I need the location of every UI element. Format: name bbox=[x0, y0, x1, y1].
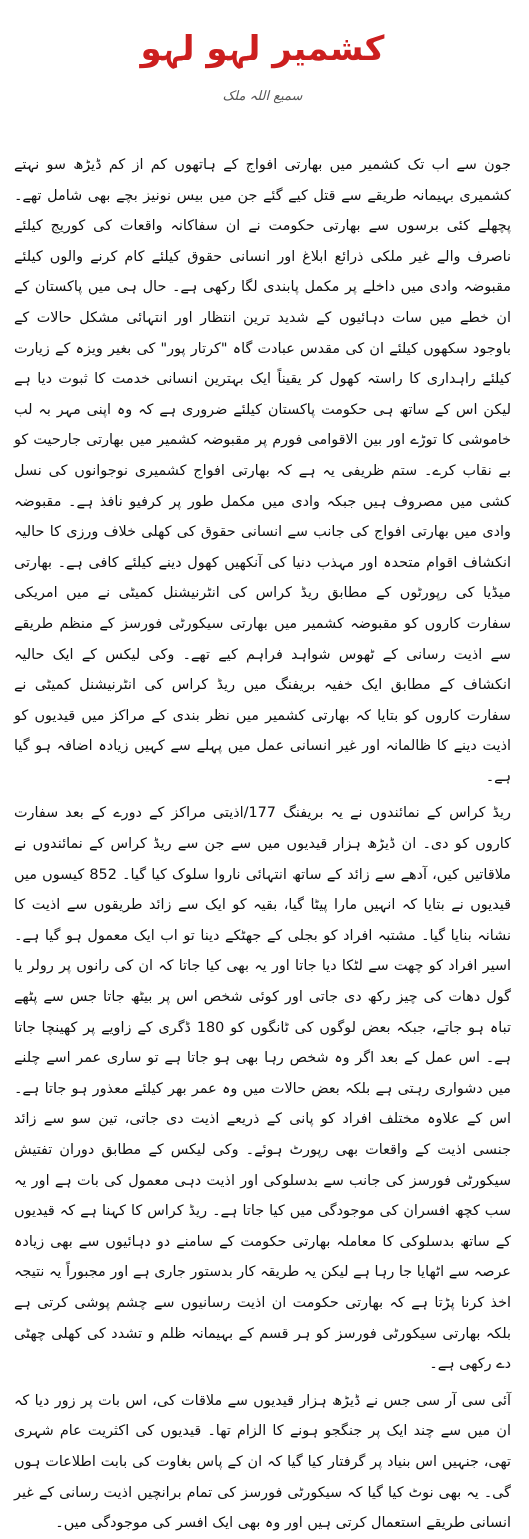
paragraph-3: آئی سی آر سی جس نے ڈیڑھ ہزار قیدیوں سے ملاقات کی، اس بات پر زور دیا کہ ان میں سے چند ایک پر جنگجو ہونے کا الزام تھا۔ قیدیوں کی اکثریت عام شہری تھی، جنہیں اس بنیاد پر گرفتار کیا گیا کہ ان کے پاس بغاوت کی بابت اطلاعات ہوں گی۔ یہ بھی نوٹ کیا گیا کہ سیکورٹی فورسز کی تمام برانچیں اذیت رسانی کے غیر انسانی طریقے استعمال کرتی ہیں اور وہ بھی ایک افسر کی موجودگی میں۔ bbox=[14, 1392, 511, 1532]
paragraph-2: ریڈ کراس کے نمائندوں نے یہ بریفنگ 177/اذیتی مراکز کے دورے کے بعد سفارت کاروں کو دی۔ ان ڈیڑھ ہزار قیدیوں میں سے جن سے ریڈ کراس کے نمائندوں نے ملاقاتیں کیں، آدھے سے زائد کے ساتھ انتہائی ناروا سلوک کیا گیا۔ 852 کیسوں میں قیدیوں نے بتایا کہ انہیں مارا پیٹا گیا، بقیہ کو ایک سے زائد طریقوں سے اذیت کا نشانہ بنایا گیا۔ مشتبہ افراد کو بجلی کے جھٹکے دینا تو اب ایک معمول ہو گیا ہے۔ اسیر افراد کو چھت سے لٹکا دیا جاتا اور یہ بھی کیا جاتا کہ ان کی رانوں پر رولر یا گول دھات کی چیز رکھ دی جاتی اور کوئی شخص اس پر بیٹھ جاتا جس سے پٹھے تباہ ہو جاتے، جبکہ بعض لوگوں کی ٹانگوں کو 180 ڈگری کے زاویے پر کھینچا جاتا ہے۔ اس عمل کے بعد اگر وہ شخص رہا بھی ہو جاتا ہے تو ساری عمر اسے چلنے میں دشواری رہتی ہے بلکہ بعض حالات میں وہ عمر بھر کیلئے معذور ہو جاتا ہے۔ اس کے علاوہ مختلف افراد کو پانی کے ذریعے اذیت دی جاتی، تین سو سے زائد جنسی اذیت کے واقعات بھی رپورٹ ہوئے۔ وکی لیکس کے مطابق دوران تفتیش سیکورٹی فورسز کی جانب سے بدسلوکی اور اذیت دہی معمول کی بات ہے اور یہ سب کچھ افسران کی موجودگی میں کیا جاتا ہے۔ ریڈ کراس کا کہنا ہے کہ قیدیوں کے ساتھ بدسلوکی کا معاملہ بھارتی حکومت کے سامنے دو دہائیوں سے بھی زیادہ عرصہ سے اٹھایا جا رہا ہے لیکن یہ طریقہ کار بدستور جاری ہے اور مجبوراً یہ نتیجہ اخذ کرنا پڑتا ہے کہ بھارتی حکومت ان اذیت رسانیوں سے چشم پوشی کرتی ہے بلکہ بھارتی سیکورٹی فورسز کو ہر قسم کے بہیمانہ ظلم و تشدد کی کھلی چھٹی دے رکھی ہے۔ bbox=[14, 805, 512, 1373]
paragraph-1: جون سے اب تک کشمیر میں بھارتی افواج کے ہاتھوں کم از کم ڈیڑھ سو نہتے کشمیری بہیمانہ طریقے سے قتل کیے گئے جن میں بیس نونیز بچے بھی شامل تھے۔ پچھلے کئی برسوں سے بھارتی حکومت نے ان سفاکانہ واقعات کی کوریج کیلئے ناصرف والے غیر ملکی ذرائع ابلاغ اور انسانی حقوق کیلئے کام کرنے والوں کیلئے مقبوضہ وادی میں داخلے پر مکمل پابندی لگا رکھی ہے۔ حال ہی میں پاکستان کے ان خطے میں سات دہائیوں کے شدید ترین انتظار اور انتہائی مشکل حالات کے باوجود سکھوں کیلئے ان کی مقدس عبادت گاہ "کرتار پور" کی بغیر ویزہ کے زیارت کیلئے راہداری کا راستہ کھول کر یقیناً ایک بہترین انسانی خدمت کا ثبوت دیا ہے لیکن اس کے ساتھ ہی حکومت پاکستان کیلئے ضروری ہے کہ وہ اپنی مہر بہ لب خاموشی کا توڑے اور بین الاقوامی فورم پر مقبوضہ کشمیر میں بھارتی جارحیت کو بے نقاب کرے۔ ستم ظریفی یہ ہے کہ بھارتی افواج کشمیری نوجوانوں کی نسل کشی میں مصروف ہیں جبکہ وادی میں مکمل طور پر کرفیو نافذ ہے۔ مقبوضہ وادی میں بھارتی افواج کی جانب سے انسانی حقوق کی کھلی خلاف ورزی کا حالیہ انکشاف اقوام متحدہ اور مہذب دنیا کی آنکھیں کھول دینے کیلئے کافی ہے۔ بھارتی میڈیا کی رپورٹوں کے مطابق ریڈ کراس کی انٹرنیشنل کمیٹی نے میں امریکی سفارت کاروں کو مقبوضہ کشمیر میں بھارتی سیکورٹی فورسز کے منظم طریقے سے اذیت رسانی کے ٹھوس شواہد فراہم کیے تھے۔ وکی لیکس کے ایک حالیہ انکشاف کے مطابق ایک خفیہ بریفنگ میں ریڈ کراس کی انٹرنیشنل کمیٹی نے سفارت کاروں کو بتایا کہ بھارتی کشمیر میں نظر بندی کے مراکز میں قیدیوں کو اذیت دینے کا ظالمانہ اور غیر انسانی عمل میں پہلے سے کہیں زیادہ اضافہ ہو گیا ہے۔ bbox=[14, 157, 511, 785]
article-body bbox=[14, 150, 511, 1539]
author-name: سمیع اللہ ملک bbox=[222, 89, 303, 104]
article-title: کشمیر لہو لہو bbox=[140, 29, 385, 69]
